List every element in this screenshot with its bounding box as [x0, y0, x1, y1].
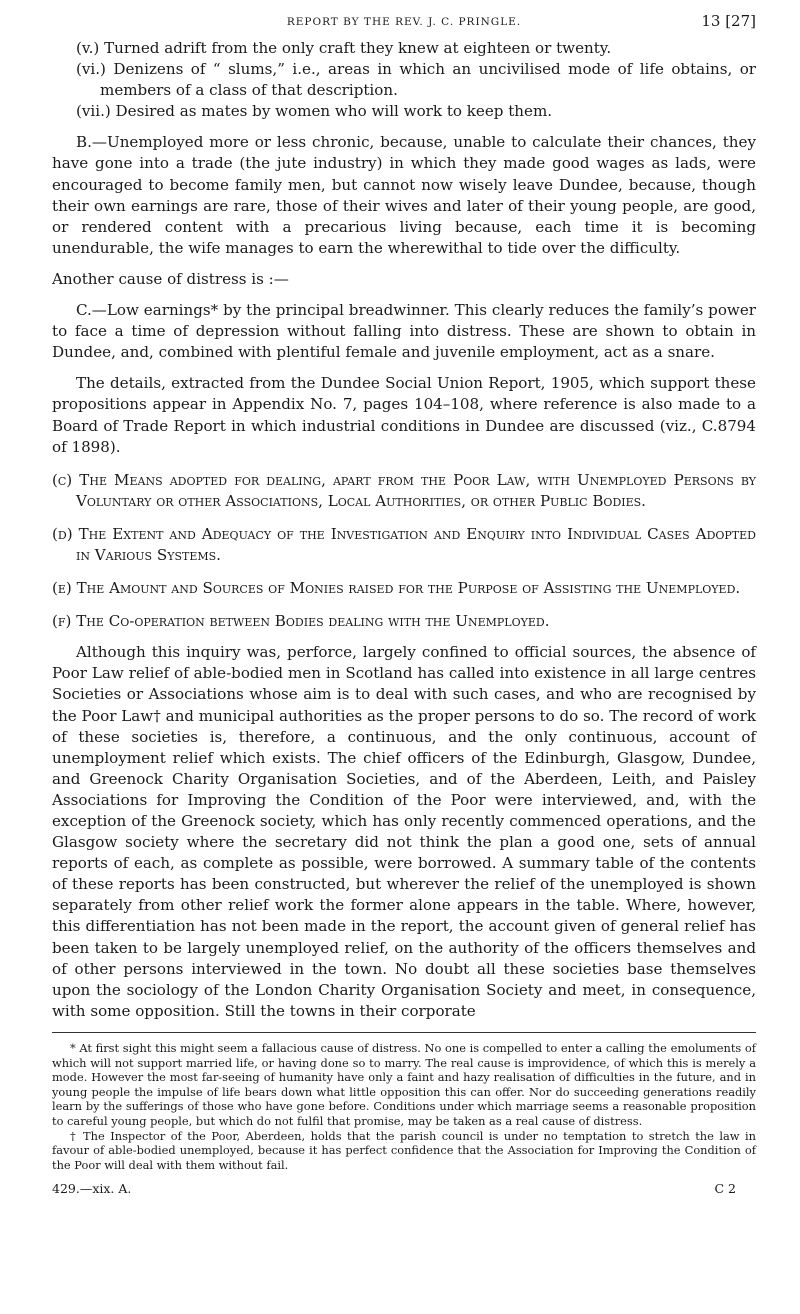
- list-item: (vi.) Denizens of “ slums,” i.e., areas in which an uncivilised mode of life obtains, or members of a class of that description.: [76, 60, 756, 100]
- paragraph-b: B.—Unemployed more or less chronic, because, unable to calculate their chances, they have gone into a trade (the jute industry) in which they made good wages as lads, were encouraged to become family men, but cannot now wisely leave Dundee, because, though their own earnings are rare, those of their wives and later of their young people, are good, or rendered content with a precarious living because, each time it is becoming unendurable, the wife manages to earn the wherewithal to tide over the difficulty.: [52, 133, 756, 257]
- section-heading-e: (e) The Amount and Sources of Monies raised for the Purpose of Assisting the Unemployed.: [52, 579, 741, 598]
- footnotes: [52, 1041, 756, 1172]
- paragraph-another-cause: Another cause of distress is :—: [52, 269, 289, 288]
- paragraph-c: C.—Low earnings* by the principal breadwinner. This clearly reduces the family’s power to face a time of depression without falling into distress. These are shown to obtain in Dundee, and, combined with plentiful female and juvenile employment, act as a snare.: [52, 301, 756, 362]
- section-heading-c: (c) The Means adopted for dealing, apart from the Poor Law, with Unemployed Persons by Voluntary or other Associations, Local Authorities, or other Public Bodies.: [52, 470, 756, 510]
- page-number: 13 [27]: [701, 12, 756, 30]
- section-heading-f: (f) The Co-operation between Bodies dealing with the Unemployed.: [52, 612, 550, 631]
- footnote: † The Inspector of the Poor, Aberdeen, holds that the parish council is under no temptation to stretch the law in favour of able-bodied unemployed, because it has perfect confidence that the Association for Improving the Condition of the Poor will deal with them without fail.: [52, 1128, 756, 1172]
- main-paragraph: Although this inquiry was, perforce, largely confined to official sources, the absence of Poor Law relief of able-bodied men in Scotland has called into existence in all large centres Societies or Associations whose aim is to deal with such cases, and who are recognised by the Poor Law† and municipal authorities as the proper persons to do so. The record of work of these societies is, therefore, a continuous, and the only continuous, account of unemployment relief which exists. The chief officers of the Edinburgh, Glasgow, Dundee, and Greenock Charity Organisation Societies, and of the Aberdeen, Leith, and Paisley Associations for Improving the Condition of the Poor were interviewed, and, with the exception of the Greenock society, which has only recently commenced operations, and the Glasgow society where the secretary did not think the plan a good one, sets of annual reports of each, as complete as possible, were borrowed. A summary table of the contents of these reports has been constructed, but wherever the relief of the unemployed is shown separately from other relief work the former alone appears in the table. Where, however, this differentiation has not been made in the report, the account given of general relief has been taken to be largely unemployed relief, on the authority of the officers themselves and of other persons interviewed in the town. No doubt all these societies base themselves upon the sociology of the London Charity Organisation Society and meet, in consequence, with some opposition. Still the towns in their corporate: [52, 643, 756, 1020]
- footnote-divider: [52, 1032, 756, 1033]
- body-text: [52, 38, 756, 1199]
- gathering-mark: C 2: [714, 1181, 736, 1197]
- list-item: (vii.) Desired as mates by women who will work to keep them.: [76, 102, 553, 121]
- paragraph-details: The details, extracted from the Dundee Social Union Report, 1905, which support these propositions appear in Appendix No. 7, pages 104–108, where reference is also made to a Board of Trade Report in which industrial conditions in Dundee are discussed (viz., C.8794 of 1898).: [52, 374, 756, 456]
- footnote: * At first sight this might seem a fallacious cause of distress. No one is compelled to enter a calling the emoluments of which will not support married life, or having done so to marry. The real cause is improvidence, of which this is merely a mode. However the most far-seeing of humanity have only a faint and hazy realisation of difficulties in the future, and in young people the impulse of life bears down what little opposition this can offer. Nor do succeeding generations readily learn by the sufferings of those who have gone before. Conditions under which marriage seems a reasonable proposition to careful young people, but which do not fulfil that promise, may be taken as a real cause of distress.: [52, 1040, 756, 1128]
- list-item: (v.) Turned adrift from the only craft they knew at eighteen or twenty.: [76, 39, 612, 57]
- section-heading-d: (d) The Extent and Adequacy of the Investigation and Enquiry into Individual Cases Adopted in Various Systems.: [52, 524, 756, 564]
- running-header: [52, 10, 756, 32]
- signature-mark: 429.—xix. A.: [52, 1181, 132, 1197]
- running-title: REPORT BY THE REV. J. C. PRINGLE.: [286, 16, 522, 28]
- page-footer: [52, 1178, 756, 1199]
